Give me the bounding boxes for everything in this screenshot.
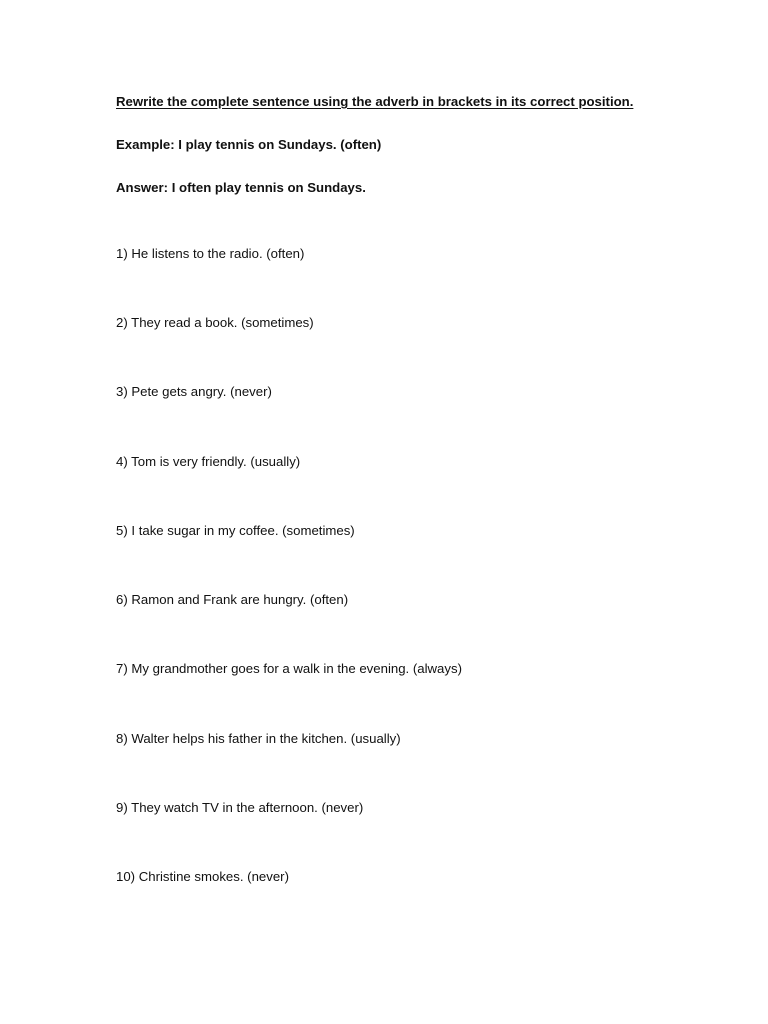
exercise-item-5: 5) I take sugar in my coffee. (sometimes) <box>116 523 355 538</box>
exercise-item-2: 2) They read a book. (sometimes) <box>116 315 314 330</box>
exercise-item-6: 6) Ramon and Frank are hungry. (often) <box>116 592 349 607</box>
exercise-item-4: 4) Tom is very friendly. (usually) <box>116 454 301 469</box>
exercise-item-9: 9) They watch TV in the afternoon. (never) <box>116 800 364 815</box>
exercise-item-3: 3) Pete gets angry. (never) <box>116 384 272 399</box>
instruction-heading: Rewrite the complete sentence using the adverb in brackets in its correct position. <box>116 94 634 109</box>
exercise-item-8: 8) Walter helps his father in the kitchen. (usually) <box>116 731 401 746</box>
example-answer: Answer: I often play tennis on Sundays. <box>116 180 366 195</box>
exercise-item-7: 7) My grandmother goes for a walk in the evening. (always) <box>116 661 462 676</box>
exercise-item-1: 1) He listens to the radio. (often) <box>116 246 305 261</box>
exercise-item-10: 10) Christine smokes. (never) <box>116 869 289 884</box>
example-sentence: Example: I play tennis on Sundays. (often) <box>116 137 382 152</box>
